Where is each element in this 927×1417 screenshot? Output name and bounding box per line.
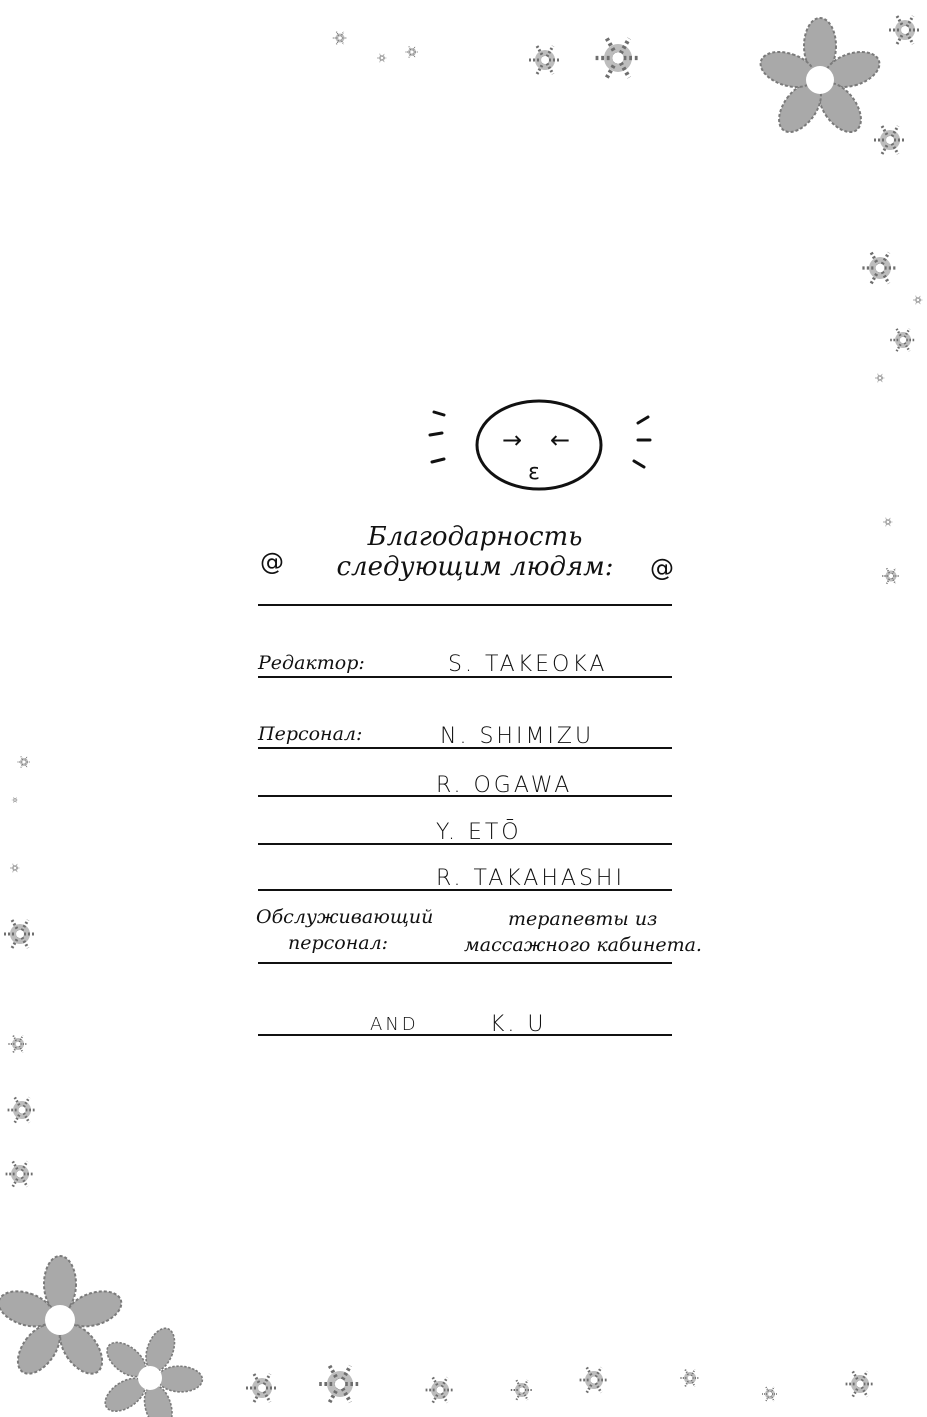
service-rule (258, 962, 672, 964)
final-and: AND (370, 1014, 419, 1035)
staff-rule (258, 795, 672, 797)
editor-label: Редактор: (258, 652, 365, 674)
heading-line-2: следующим людям: (336, 552, 614, 582)
face-doodle (420, 395, 660, 505)
staff-name: Y. ETŌ (436, 820, 522, 845)
editor-name: S. TAKEOKA (448, 652, 608, 677)
heading-line-1: Благодарность (367, 522, 583, 552)
staff-name: N. SHIMIZU (440, 724, 595, 749)
staff-rule (258, 843, 672, 845)
final-rule (258, 1034, 672, 1036)
face-left-eye: → (502, 426, 523, 454)
final-name: K. U (490, 1012, 547, 1037)
service-value-line-1: терапевты из (508, 908, 658, 930)
staff-rule (258, 747, 672, 749)
heading-rule (258, 604, 672, 606)
service-label-line-1: Обслуживающий (256, 906, 434, 928)
staff-name: R. TAKAHASHI (436, 866, 625, 891)
staff-name: R. OGAWA (436, 773, 573, 798)
service-value-line-2: массажного кабинета. (464, 934, 702, 956)
face-mouth: ε (528, 460, 540, 485)
staff-label: Персонал: (258, 723, 363, 745)
swirl-left-icon: @ (260, 548, 284, 576)
service-label-line-2: персонал: (288, 932, 389, 954)
swirl-right-icon: @ (650, 554, 674, 582)
staff-rule (258, 889, 672, 891)
editor-rule (258, 676, 672, 678)
face-right-eye: ← (550, 426, 571, 454)
